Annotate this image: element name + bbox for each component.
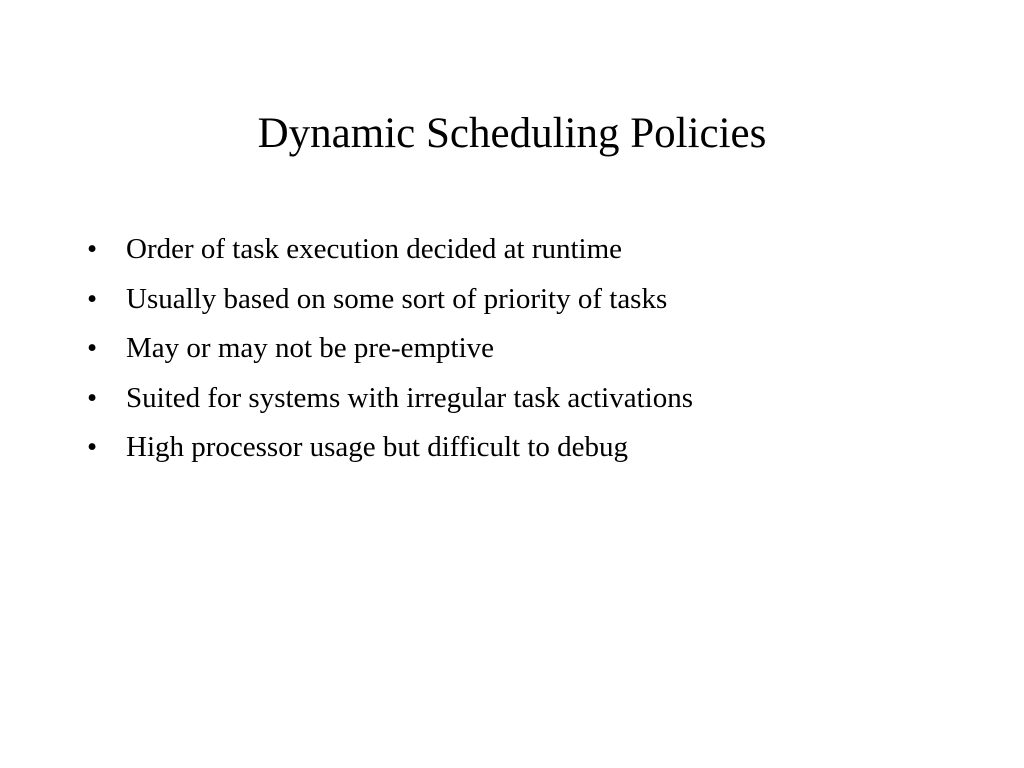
slide-title: Dynamic Scheduling Policies (257, 110, 767, 157)
bullet-item (0, 374, 1024, 424)
bullet-marker: • (87, 431, 98, 463)
bullet-list (0, 225, 1024, 473)
bullet-marker: • (87, 381, 98, 414)
bullet-item (0, 275, 1024, 325)
bullet-marker: • (87, 233, 98, 265)
bullet-text: Suited for systems with irregular task activations (126, 381, 694, 414)
bullet-item (0, 423, 1024, 473)
bullet-marker: • (87, 282, 98, 315)
bullet-text: Usually based on some sort of priority of tasks (126, 282, 668, 315)
bullet-text: May or may not be pre-emptive (126, 332, 495, 364)
bullet-item (0, 225, 1024, 275)
bullet-item (0, 324, 1024, 374)
bullet-text: High processor usage but difficult to debug (126, 431, 629, 463)
bullet-marker: • (87, 332, 98, 364)
bullet-text: Order of task execution decided at runtime (126, 233, 623, 265)
